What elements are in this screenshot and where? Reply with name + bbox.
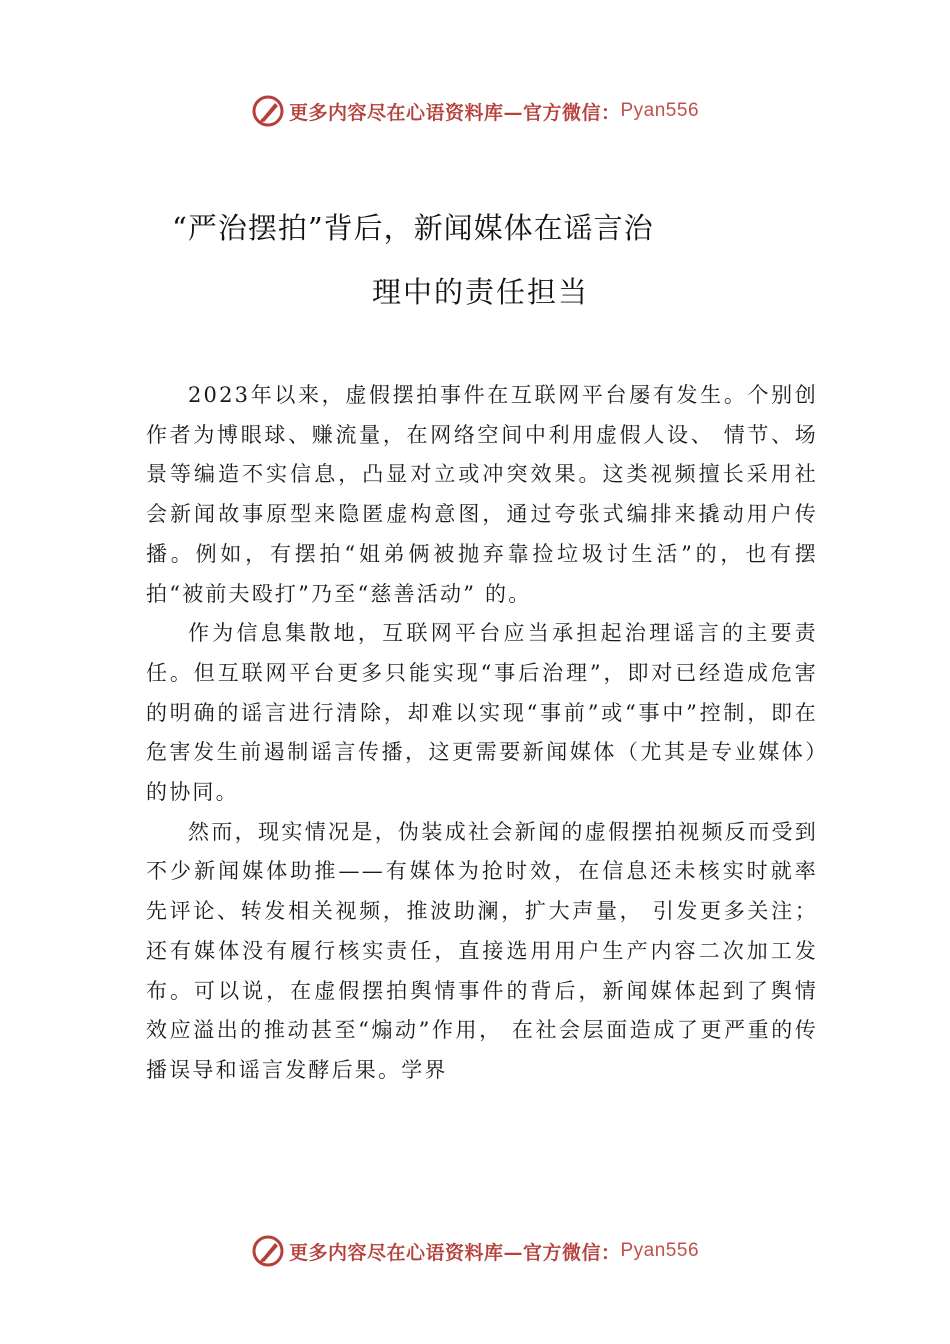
paragraph: 然而，现实情况是，伪装成社会新闻的虚假摆拍视频反而受到不少新闻媒体助推——有媒体为抢时效，在信息还未核实时就率先评论、转发相关视频，推波助澜，扩大声量， 引发更多关注；还有媒体没有履行核实责任，直接选用用户生产内容二次加工发布。可以说，在虚假摆拍舆情事件的背后，新闻媒体起到了舆情效应溢出的推动甚至“煽动”作用， 在社会层面造成了更严重的传播误导和谣言发酵后果。学界 — [146, 819, 818, 1082]
paragraph: 作为信息集散地，互联网平台应当承担起治理谣言的主要责任。但互联网平台更多只能实现“事后治理”，即对已经造成危害的明确的谣言进行清除，却难以实现“事前”或“事中”控制，即在危害发生前遏制谣言传播，这更需要新闻媒体（尤其是专业媒体）的协同。 — [146, 621, 818, 805]
watermark-text: 更多内容尽在心语资料库—官方微信： — [288, 1241, 621, 1264]
document-title-line-2: 理中的责任担当 — [372, 275, 590, 309]
document-body — [146, 376, 818, 1091]
pen-logo-icon — [251, 94, 285, 128]
document-title-line-1: “严治摆拍”背后，新闻媒体在谣言治 — [172, 211, 654, 245]
watermark-text: 更多内容尽在心语资料库—官方微信： — [288, 101, 621, 124]
header-watermark — [0, 94, 950, 128]
watermark-handle: Pyan556 — [620, 100, 700, 121]
pen-logo-icon — [251, 1234, 285, 1268]
paragraph: 2023年以来，虚假摆拍事件在互联网平台屡有发生。个别创作者为博眼球、赚流量，在网络空间中利用虚假人设、 情节、场景等编造不实信息，凸显对立或冲突效果。这类视频擅长采用社会新闻故事原型来隐匿虚构意图，通过夸张式编排来撬动用户传播。例如，有摆拍“姐弟俩被抛弃靠捡垃圾讨生活”的，也有摆拍“被前夫殴打”乃至“慈善活动” 的。 — [146, 383, 818, 606]
footer-watermark — [0, 1234, 950, 1268]
watermark-handle: Pyan556 — [620, 1240, 700, 1261]
